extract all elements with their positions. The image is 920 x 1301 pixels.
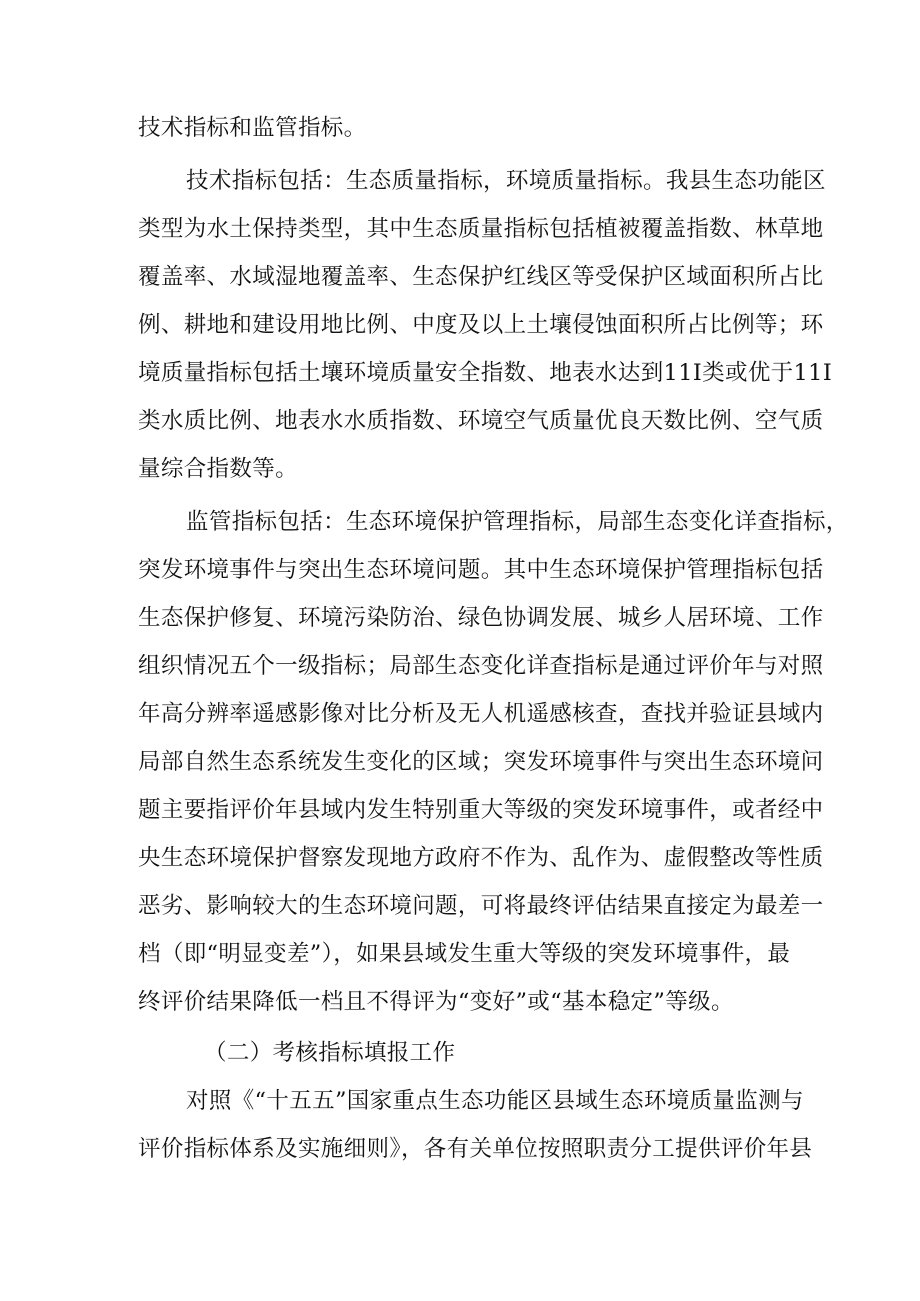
text-line: 境质量指标包括土壤环境质量安全指数、地表水达到11I类或优于11I xyxy=(138,360,833,386)
text-line: 量综合指数等。 xyxy=(138,456,298,482)
text-line: 评价指标体系及实施细则》，各有关单位按照职责分工提供评价年县 xyxy=(138,1136,813,1162)
text-line: 局部自然生态系统发生变化的区域；突发环境事件与突出生态环境问 xyxy=(138,749,824,775)
text-line: 档（即“明显变差”），如果县域发生重大等级的突发环境事件，最 xyxy=(138,941,791,967)
text-line: 恶劣、影响较大的生态环境问题，可将最终评估结果直接定为最差一 xyxy=(138,893,824,919)
text-line: 突发环境事件与突出生态环境问题。其中生态环境保护管理指标包括 xyxy=(138,557,824,583)
text-line: 年高分辨率遥感影像对比分析及无人机遥感核查，查找并验证县域内 xyxy=(138,701,824,727)
text-line: 生态保护修复、环境污染防治、绿色协调发展、城乡人居环境、工作 xyxy=(138,605,824,631)
paragraph-supervision-indicators-start: 监管指标包括：生态环境保护管理指标，局部生态变化详查指标， xyxy=(186,509,849,535)
text-line: 终评价结果降低一档且不得评为“变好”或“基本稳定”等级。 xyxy=(138,989,734,1015)
text-line: 例、耕地和建设用地比例、中度及以上土壤侵蚀面积所占比例等；环 xyxy=(138,312,824,338)
text-line: 类型为水土保持类型，其中生态质量指标包括植被覆盖指数、林草地 xyxy=(138,216,824,242)
text-line: 题主要指评价年县域内发生特别重大等级的突发环境事件，或者经中 xyxy=(138,797,824,823)
text-line: 技术指标和监管指标。 xyxy=(138,115,367,141)
text-line: 覆盖率、水域湿地覆盖率、生态保护红线区等受保护区域面积所占比 xyxy=(138,264,824,290)
section-heading: （二）考核指标填报工作 xyxy=(204,1040,456,1066)
paragraph-technical-indicators-start: 技术指标包括：生态质量指标，环境质量指标。我县生态功能区 xyxy=(186,168,826,194)
text-line: 央生态环境保护督察发现地方政府不作为、乱作为、虚假整改等性质 xyxy=(138,845,824,871)
text-line: 组织情况五个一级指标；局部生态变化详查指标是通过评价年与对照 xyxy=(138,653,824,679)
text-line: 类水质比例、地表水水质指数、环境空气质量优良天数比例、空气质 xyxy=(138,408,824,434)
paragraph-reporting-start: 对照《“十五五”国家重点生态功能区县域生态环境质量监测与 xyxy=(186,1088,804,1114)
